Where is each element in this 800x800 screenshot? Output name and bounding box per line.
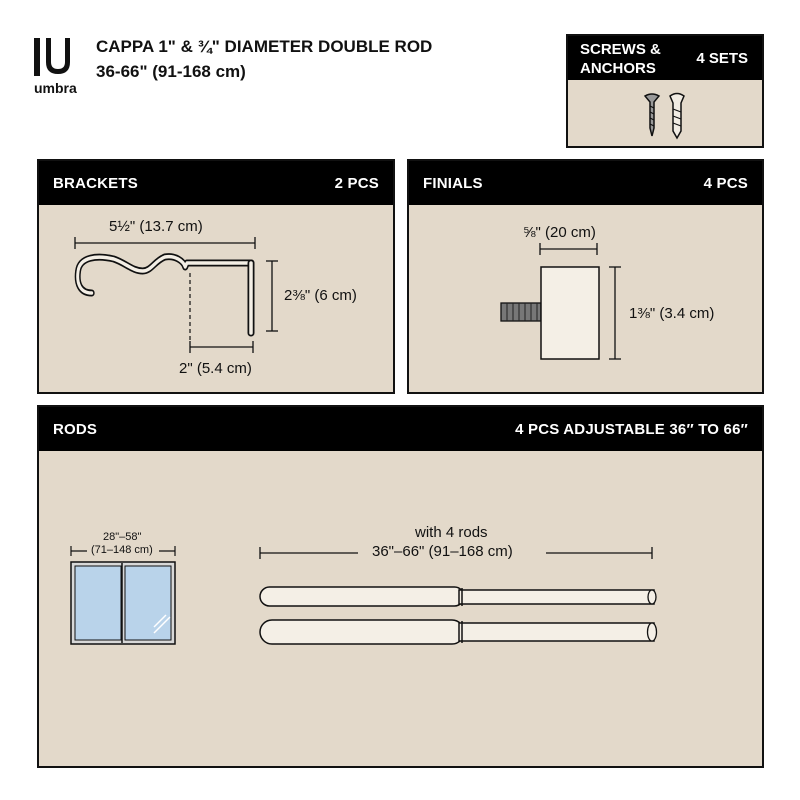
window-width-label-1: 28"–58" bbox=[103, 531, 142, 543]
rods-panel bbox=[37, 405, 764, 768]
rods-count: 4 PCS ADJUSTABLE 36″ TO 66″ bbox=[515, 421, 748, 438]
brackets-label: BRACKETS bbox=[53, 175, 138, 192]
rods-header bbox=[39, 407, 762, 451]
finial-height-dimension-line bbox=[607, 267, 623, 363]
product-title: CAPPA 1" & ¾" DIAMETER DOUBLE ROD bbox=[96, 37, 433, 56]
screws-count: 4 SETS bbox=[696, 50, 748, 67]
finial-icon bbox=[501, 266, 601, 362]
finial-height-label: 1⅜" (3.4 cm) bbox=[629, 305, 715, 322]
screws-label-2: ANCHORS bbox=[580, 60, 656, 77]
rods-length-label: 36"–66" (91–168 cm) bbox=[372, 543, 513, 560]
screws-panel bbox=[566, 34, 764, 148]
finials-panel bbox=[407, 159, 764, 394]
screws-label-1: SCREWS & bbox=[580, 41, 661, 58]
brackets-count: 2 PCS bbox=[334, 175, 379, 192]
finials-count: 4 PCS bbox=[703, 175, 748, 192]
brand-logo-text: umbra bbox=[34, 80, 77, 96]
finials-header bbox=[409, 161, 762, 205]
bracket-icon bbox=[75, 253, 265, 343]
umbra-logo-icon bbox=[34, 38, 74, 78]
bracket-width-label: 5½" (13.7 cm) bbox=[109, 218, 203, 235]
bracket-depth-label: 2" (5.4 cm) bbox=[179, 360, 252, 377]
window-width-label-2: (71–148 cm) bbox=[91, 544, 153, 556]
finials-label: FINIALS bbox=[423, 175, 483, 192]
brackets-panel bbox=[37, 159, 395, 394]
bracket-height-label: 2⅜" (6 cm) bbox=[284, 287, 357, 304]
screws-header bbox=[568, 36, 762, 80]
bracket-depth-dimension-line bbox=[187, 339, 259, 355]
screw-icon bbox=[645, 94, 659, 138]
rod-icon bbox=[259, 583, 661, 645]
rods-label: RODS bbox=[53, 421, 98, 438]
brackets-header bbox=[39, 161, 393, 205]
product-size: 36-66" (91-168 cm) bbox=[96, 62, 246, 81]
finial-width-label: ⅝" (20 cm) bbox=[523, 224, 596, 241]
finial-width-dimension-line bbox=[537, 241, 601, 257]
bracket-width-dimension-line bbox=[75, 235, 265, 251]
window-icon bbox=[70, 561, 178, 649]
anchor-icon bbox=[669, 93, 685, 139]
rods-note: with 4 rods bbox=[415, 524, 488, 541]
bracket-height-dimension-line bbox=[264, 261, 280, 341]
